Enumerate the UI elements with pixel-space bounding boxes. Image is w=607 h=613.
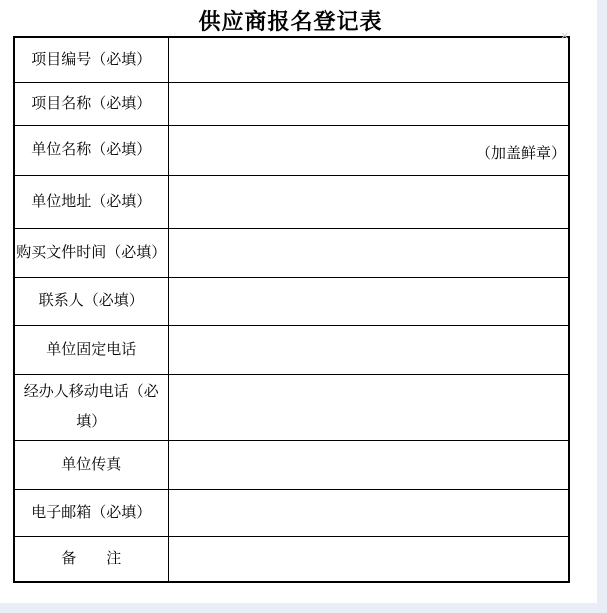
row-label-contact-person: 联系人（必填） <box>14 277 168 325</box>
row-label-project-name: 项目名称（必填） <box>14 82 168 125</box>
row-label-landline-phone: 单位固定电话 <box>14 325 168 374</box>
table-row <box>14 175 569 228</box>
registration-table <box>13 36 570 583</box>
row-value-remarks[interactable] <box>168 536 569 582</box>
table-row <box>14 374 569 440</box>
table-row <box>14 440 569 489</box>
table-row <box>14 277 569 325</box>
row-value-company-name-stamp-note[interactable]: （加盖鲜章） <box>168 125 569 175</box>
row-label-mobile-phone: 经办人移动电话（必填） <box>14 374 168 440</box>
table-handle-icon: × <box>560 29 570 42</box>
row-label-project-number: 项目编号（必填） <box>14 37 168 82</box>
page-title: 供应商报名登记表 <box>198 9 383 34</box>
row-value-email[interactable] <box>168 489 569 536</box>
table-row <box>14 37 569 82</box>
row-label-purchase-time: 购买文件时间（必填） <box>14 228 168 277</box>
row-value-project-number[interactable] <box>168 37 569 82</box>
row-value-purchase-time[interactable] <box>168 228 569 277</box>
table-row <box>14 125 569 175</box>
row-label-remarks: 备 注 <box>14 536 168 582</box>
row-label-email: 电子邮箱（必填） <box>14 489 168 536</box>
row-label-company-address: 单位地址（必填） <box>14 175 168 228</box>
table-row <box>14 536 569 582</box>
row-value-company-address[interactable] <box>168 175 569 228</box>
row-value-contact-person[interactable] <box>168 277 569 325</box>
table-row <box>14 325 569 374</box>
row-value-landline-phone[interactable] <box>168 325 569 374</box>
row-value-fax[interactable] <box>168 440 569 489</box>
row-value-mobile-phone[interactable] <box>168 374 569 440</box>
row-label-fax: 单位传真 <box>14 440 168 489</box>
table-row <box>14 489 569 536</box>
row-value-project-name[interactable] <box>168 82 569 125</box>
table-row <box>14 228 569 277</box>
row-label-company-name: 单位名称（必填） <box>14 125 168 175</box>
table-row <box>14 82 569 125</box>
